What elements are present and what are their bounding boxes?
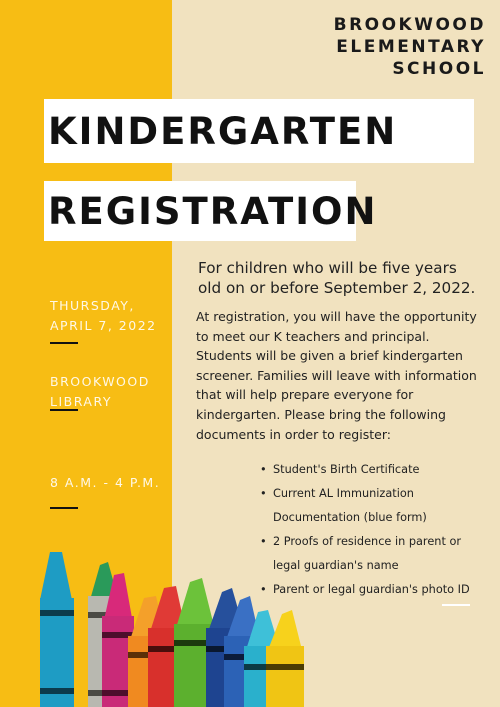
- body-line: that will help prepare everyone for: [196, 387, 414, 403]
- school-name-line: BROOKWOOD: [333, 15, 486, 35]
- date-line: THURSDAY,: [50, 298, 135, 313]
- title-line-1: KINDERGARTEN: [48, 109, 398, 153]
- list-item: • 2 Proofs of residence in parent or legal guardian's name: [258, 530, 490, 578]
- time-line: 8 A.M. - 4 P.M.: [50, 475, 161, 490]
- location-line: BROOKWOOD: [50, 374, 150, 389]
- title-line-2: REGISTRATION: [48, 189, 378, 233]
- body-line: kindergarten. Please bring the following: [196, 406, 446, 422]
- school-name-line: ELEMENTARY: [336, 37, 486, 57]
- subtitle-line: old on or before September 2, 2022.: [198, 279, 476, 297]
- location-line: LIBRARY: [50, 394, 112, 409]
- body-line: Students will be given a brief kindergarten: [196, 348, 463, 364]
- subtitle-line: For children who will be five years: [198, 259, 457, 277]
- list-item: • Student's Birth Certificate: [258, 458, 490, 482]
- body-line: to meet our K teachers and principal.: [196, 328, 430, 344]
- date-line: APRIL 7, 2022: [50, 318, 157, 333]
- list-item: • Current AL Immunization Documentation (blue form): [258, 482, 490, 530]
- list-item: • Parent or legal guardian's photo ID: [258, 578, 490, 602]
- body-line: At registration, you will have the opportunity: [196, 309, 477, 324]
- body-line: documents in order to register:: [196, 426, 391, 442]
- body-line: screener. Families will leave with information: [196, 367, 477, 383]
- school-name-line: SCHOOL: [392, 59, 486, 79]
- crayon-teal-icon: [40, 552, 74, 707]
